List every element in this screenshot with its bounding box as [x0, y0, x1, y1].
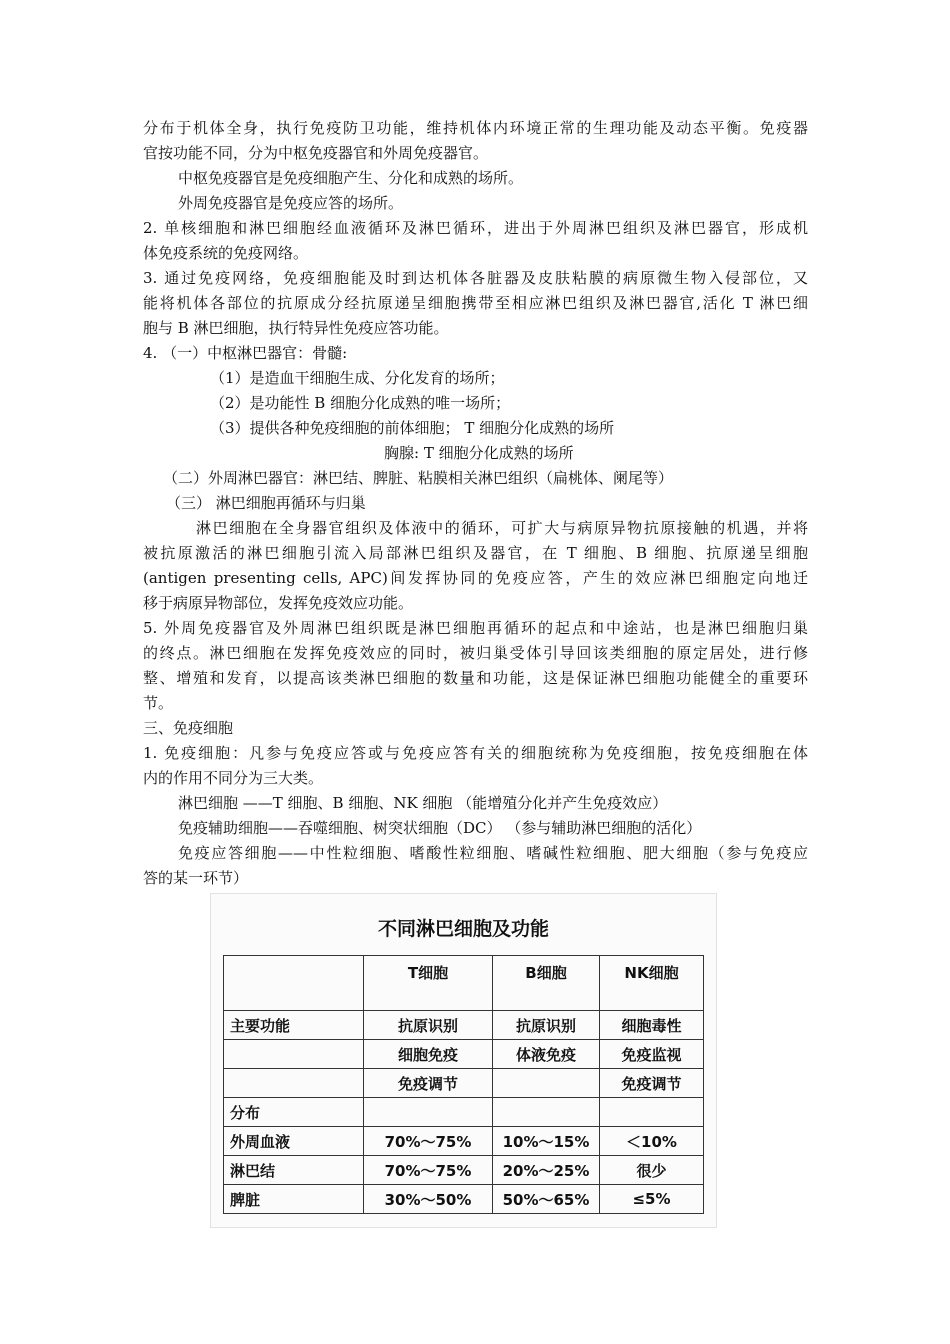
table-row [224, 1040, 704, 1069]
table-cell: 20%～25% [493, 1156, 600, 1185]
table-cell: 细胞免疫 [364, 1040, 493, 1069]
table-header-cell: B细胞 [493, 956, 600, 1011]
paragraph-line: 被抗原激活的淋巴细胞引流入局部淋巴组织及器官，在 T 细胞、B 细胞、抗原递呈细胞 [143, 544, 808, 562]
paragraph-line: (antigen presenting cells, APC)间发挥协同的免疫应答，产生的效应淋巴细胞定向地迁 [143, 569, 808, 587]
paragraph-line: （1）是造血干细胞生成、分化发育的场所； [210, 369, 505, 387]
table-cell: 免疫调节 [364, 1069, 493, 1098]
table-cell: 主要功能 [224, 1011, 364, 1040]
table-cell [224, 1069, 364, 1098]
table-cell: 淋巴结 [224, 1156, 364, 1185]
table-row [224, 1156, 704, 1185]
table-cell: 体液免疫 [493, 1040, 600, 1069]
paragraph-line: （3）提供各种免疫细胞的前体细胞； T 细胞分化成熟的场所 [210, 419, 615, 437]
table-row [224, 1185, 704, 1214]
table-header-cell: NK细胞 [600, 956, 704, 1011]
table-cell: ≤5% [600, 1185, 704, 1214]
table-cell: 免疫监视 [600, 1040, 704, 1069]
paragraph-line: 胸腺: T 细胞分化成熟的场所 [384, 444, 574, 462]
paragraph-line: 5. 外周免疫器官及外周淋巴组织既是淋巴细胞再循环的起点和中途站，也是淋巴细胞归巢 [143, 619, 808, 637]
table-cell: ＜10% [600, 1127, 704, 1156]
paragraph-line: 4. （一）中枢淋巴器官：骨髓: [143, 344, 348, 362]
table-cell [364, 1098, 493, 1127]
table-cell: 抗原识别 [493, 1011, 600, 1040]
table-header-row [224, 956, 704, 1011]
paragraph-line: （二）外周淋巴器官：淋巴结、脾脏、粘膜相关淋巴组织（扁桃体、阑尾等） [163, 469, 674, 487]
table-row [224, 1011, 704, 1040]
paragraph-line: 淋巴细胞 ——T 细胞、B 细胞、NK 细胞 （能增殖分化并产生免疫效应） [178, 794, 668, 812]
table-cell: 外周血液 [224, 1127, 364, 1156]
paragraph-line: 中枢免疫器官是免疫细胞产生、分化和成熟的场所。 [178, 169, 524, 187]
table-row [224, 1069, 704, 1098]
section-heading: 三、免疫细胞 [143, 719, 234, 737]
figure-title: 不同淋巴细胞及功能 [377, 918, 549, 940]
paragraph-line: 外周免疫器官是免疫应答的场所。 [178, 194, 404, 212]
table-row [224, 1127, 704, 1156]
paragraph-line: （2）是功能性 B 细胞分化成熟的唯一场所； [210, 394, 511, 412]
table-cell: 30%～50% [364, 1185, 493, 1214]
paragraph-line: 淋巴细胞在全身器官组织及体液中的循环，可扩大与病原异物抗原接触的机遇，并将 [196, 519, 808, 537]
paragraph-line: 答的某一环节） [143, 869, 249, 887]
table-cell: 10%～15% [493, 1127, 600, 1156]
paragraph-line: 1. 免疫细胞：凡参与免疫应答或与免疫应答有关的细胞统称为免疫细胞，按免疫细胞在体 [143, 744, 808, 762]
table-cell: 免疫调节 [600, 1069, 704, 1098]
paragraph-line: 官按功能不同，分为中枢免疫器官和外周免疫器官。 [143, 144, 489, 162]
paragraph-line: 胞与 B 淋巴细胞，执行特异性免疫应答功能。 [143, 319, 449, 337]
table-cell [493, 1069, 600, 1098]
table-cell [224, 1040, 364, 1069]
table-cell [493, 1098, 600, 1127]
table-cell [600, 1098, 704, 1127]
table-cell: 脾脏 [224, 1185, 364, 1214]
paragraph-line: 免疫辅助细胞——吞噬细胞、树突状细胞（DC） （参与辅助淋巴细胞的活化） [178, 819, 702, 837]
paragraph-line: 节。 [143, 694, 174, 712]
table-header-cell [224, 956, 364, 1011]
paragraph-line: 体免疫系统的免疫网络。 [143, 244, 309, 262]
paragraph-line: 3. 通过免疫网络，免疫细胞能及时到达机体各脏器及皮肤粘膜的病原微生物入侵部位，又 [143, 269, 808, 287]
table-cell: 细胞毒性 [600, 1011, 704, 1040]
paragraph-line: 的终点。淋巴细胞在发挥免疫效应的同时，被归巢受体引导回该类细胞的原定居处，进行修 [143, 644, 808, 662]
table-cell: 70%～75% [364, 1127, 493, 1156]
paragraph-line: 整、增殖和发育，以提高该类淋巴细胞的数量和功能，这是保证淋巴细胞功能健全的重要环 [143, 669, 808, 687]
lymphocyte-table-figure [210, 893, 717, 1228]
paragraph-line: 分布于机体全身，执行免疫防卫功能，维持机体内环境正常的生理功能及动态平衡。免疫器 [143, 119, 808, 137]
table-cell: 很少 [600, 1156, 704, 1185]
paragraph-line: 移于病原异物部位，发挥免疫效应功能。 [143, 594, 414, 612]
paragraph-line: 能将机体各部位的抗原成分经抗原递呈细胞携带至相应淋巴组织及淋巴器官,活化 T 淋巴细 [143, 294, 808, 312]
lymphocyte-table [223, 955, 704, 1214]
table-header-cell: T细胞 [364, 956, 493, 1011]
table-cell: 70%～75% [364, 1156, 493, 1185]
paragraph-line: 2. 单核细胞和淋巴细胞经血液循环及淋巴循环，进出于外周淋巴组织及淋巴器官，形成机 [143, 219, 808, 237]
table-cell: 分布 [224, 1098, 364, 1127]
table-row [224, 1098, 704, 1127]
paragraph-line: 内的作用不同分为三大类。 [143, 769, 324, 787]
table-cell: 50%～65% [493, 1185, 600, 1214]
paragraph-line: （三） 淋巴细胞再循环与归巢 [166, 494, 366, 512]
table-cell: 抗原识别 [364, 1011, 493, 1040]
paragraph-line: 免疫应答细胞——中性粒细胞、嗜酸性粒细胞、嗜碱性粒细胞、肥大细胞（参与免疫应 [178, 844, 808, 862]
